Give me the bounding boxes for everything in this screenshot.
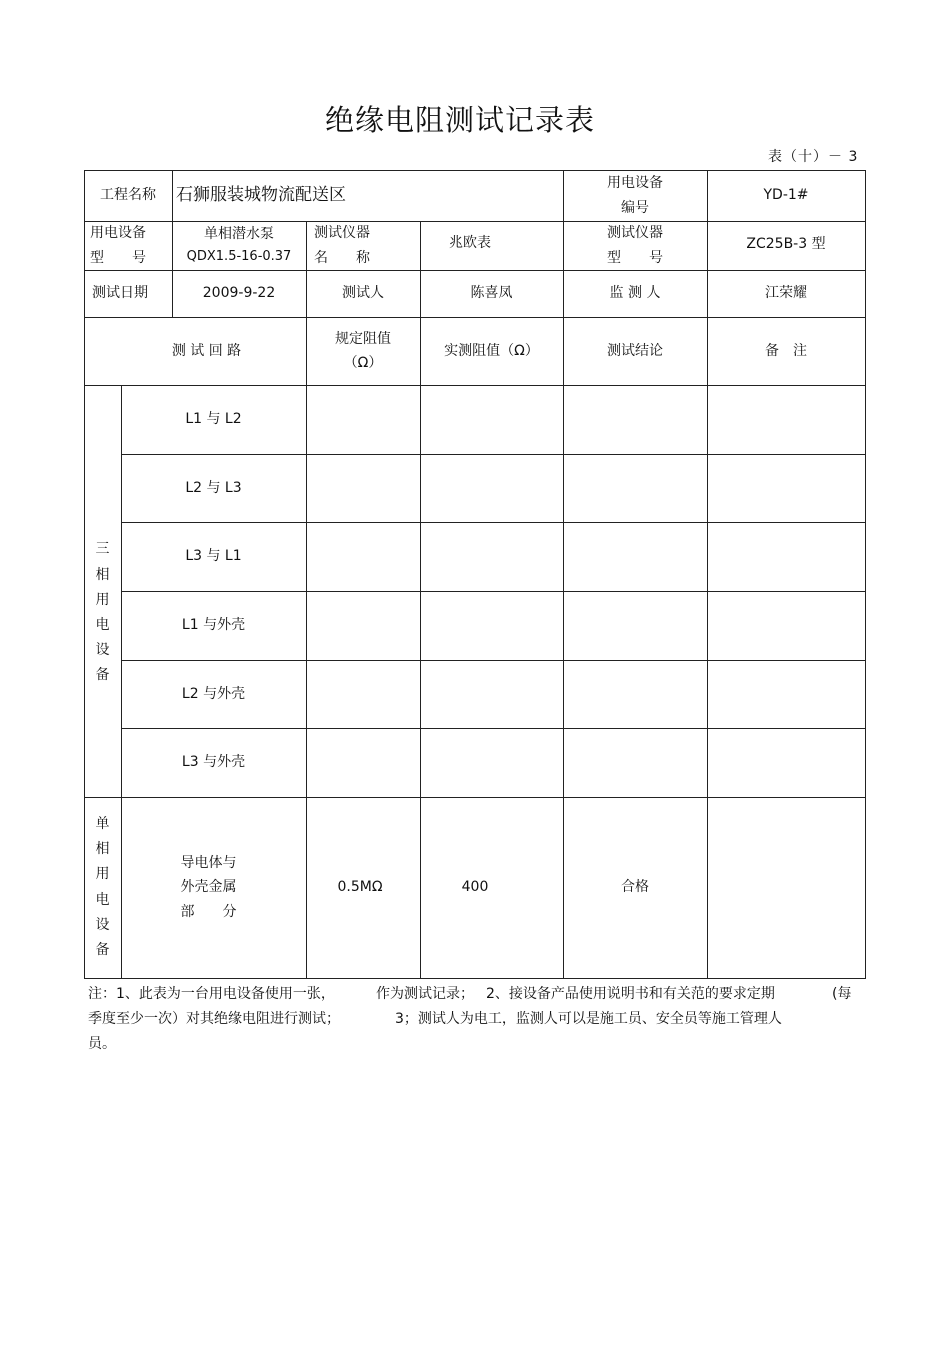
- spec-cell: [306, 454, 420, 522]
- group-label-char: 设: [95, 642, 110, 659]
- tester-name-text: 陈喜凤: [470, 285, 513, 302]
- instrument-name-label-line1: 测试仪器: [314, 225, 370, 241]
- measured-cell: [420, 660, 563, 728]
- spec-cell: [306, 728, 420, 797]
- monitor-name-text: 江荣耀: [765, 285, 807, 302]
- instrument-name-label-line2: 名 称: [314, 249, 370, 266]
- table-number: 表（十）－ 3: [768, 149, 859, 165]
- measured-cell: [420, 522, 563, 591]
- monitor-value: [707, 270, 865, 317]
- single-phase-group-label: [84, 797, 121, 978]
- measured-cell: [420, 797, 530, 978]
- circuit-cell: [121, 522, 306, 591]
- footnote-line: [88, 982, 863, 1007]
- footnote: [88, 982, 863, 1057]
- remark-cell: [707, 454, 865, 522]
- conclusion-cell: [563, 797, 707, 978]
- measured-cell: [420, 728, 563, 797]
- circuit-cell: [121, 728, 306, 797]
- three-phase-group-label: [84, 538, 121, 688]
- equipment-model-label-line1: 用电设备: [90, 225, 146, 241]
- column-header-spec: [306, 317, 420, 385]
- measured-cell: [420, 385, 563, 454]
- equipment-model-value-line2: QDX1.5-16-0.37: [186, 249, 292, 265]
- circuit-text: L3 与外壳: [181, 754, 246, 771]
- project-name-text: 石狮服装城物流配送区: [176, 184, 346, 205]
- circuit-text: L1 与 L2: [185, 411, 242, 428]
- spec-cell: [306, 660, 420, 728]
- tester-value: [420, 270, 563, 317]
- circuit-text: L1 与外壳: [181, 617, 246, 634]
- conclusion-cell: [563, 385, 707, 454]
- circuit-cell: [121, 591, 306, 660]
- test-date-text: 2009-9-22: [202, 285, 276, 302]
- monitor-label: [563, 270, 707, 317]
- conclusion-cell: [563, 660, 707, 728]
- instrument-model-label-line1: 测试仪器: [607, 225, 663, 241]
- record-table: [84, 170, 866, 979]
- group-label-char: 电: [95, 617, 110, 633]
- footnote-text: 作为测试记录；: [376, 986, 474, 1002]
- tester-label-text: 测试人: [342, 285, 384, 302]
- circuit-cell: [121, 797, 296, 978]
- group-label-char: 相: [95, 841, 110, 858]
- spec-cell: [306, 522, 420, 591]
- spec-cell: [306, 591, 420, 660]
- tester-label: [306, 270, 420, 317]
- footnote-text: 员。: [88, 1036, 116, 1052]
- group-label-char: 相: [95, 566, 110, 583]
- remark-cell: [707, 797, 865, 978]
- conclusion-cell: [563, 522, 707, 591]
- spec-text: 0.5MΩ: [337, 879, 383, 896]
- circuit-text: L3 与 L1: [185, 548, 242, 565]
- remark-cell: [707, 522, 865, 591]
- group-label-char: 用: [95, 866, 110, 883]
- footnote-line: [88, 1007, 863, 1032]
- group-label-char: 备: [95, 941, 110, 958]
- project-name-label: [84, 170, 172, 221]
- equipment-number-label-line1: 用电设备: [607, 175, 663, 191]
- equipment-number-value: [707, 170, 865, 221]
- footnote-text: 注：1、此表为一台用电设备使用一张，: [88, 986, 335, 1002]
- column-header-remark-text: 备 注: [765, 342, 807, 359]
- test-date-value: [172, 270, 306, 317]
- footnote-text: 季度至少一次）对其绝缘电阻进行测试；: [88, 1011, 340, 1027]
- column-header-remark: [707, 317, 865, 385]
- equipment-model-value: [172, 221, 306, 270]
- group-label-char: 单: [95, 815, 110, 832]
- group-label-char: 设: [95, 916, 110, 933]
- footnote-line: [88, 1032, 863, 1057]
- equipment-number-text: YD-1#: [763, 187, 809, 204]
- conclusion-cell: [563, 454, 707, 522]
- group-label-char: 备: [95, 667, 110, 684]
- column-header-measured: [420, 317, 563, 385]
- equipment-number-label-line2: 编号: [621, 199, 649, 216]
- test-date-label-text: 测试日期: [92, 285, 148, 302]
- equipment-model-value-line1: 单相潜水泵: [204, 225, 274, 242]
- measured-cell: [420, 591, 563, 660]
- spec-cell: [306, 385, 420, 454]
- equipment-model-label: [90, 221, 170, 270]
- circuit-cell: [121, 454, 306, 522]
- footnote-text: (每: [832, 986, 852, 1002]
- table-border-bottom: [84, 978, 866, 979]
- spec-cell: [306, 797, 414, 978]
- project-name-label-text: 工程名称: [100, 187, 156, 204]
- circuit-text-line3: 部 分: [180, 903, 237, 920]
- circuit-cell: [121, 385, 306, 454]
- group-label-char: 三: [95, 541, 110, 558]
- conclusion-cell: [563, 591, 707, 660]
- column-header-spec-line2: （Ω）: [343, 355, 383, 371]
- measured-text: 400: [461, 879, 489, 896]
- remark-cell: [707, 591, 865, 660]
- equipment-number-label: [563, 170, 707, 221]
- instrument-name-text: 兆欧表: [449, 235, 491, 252]
- project-name-value: [176, 170, 563, 221]
- instrument-model-label: [563, 221, 707, 270]
- test-date-label: [84, 270, 156, 317]
- column-header-spec-line1: 规定阻值: [335, 330, 391, 347]
- instrument-model-label-line2: 型 号: [607, 249, 663, 266]
- circuit-cell: [121, 660, 306, 728]
- footnote-text: 2、接设备产品使用说明书和有关范的要求定期: [486, 986, 775, 1002]
- equipment-model-label-line2: 型 号: [90, 249, 146, 266]
- column-header-conclusion: [563, 317, 707, 385]
- column-header-circuit: [84, 317, 329, 385]
- remark-cell: [707, 385, 865, 454]
- column-header-circuit-text: 测 试 回 路: [171, 342, 242, 359]
- group-label-char: 用: [95, 591, 110, 608]
- instrument-name-label: [314, 221, 420, 270]
- circuit-text: L2 与 L3: [185, 479, 242, 496]
- conclusion-text: 合格: [621, 879, 649, 896]
- footnote-text: 3；测试人为电工，监测人可以是施工员、安全员等施工管理人: [395, 1011, 782, 1027]
- group-label-char: 电: [95, 891, 110, 908]
- instrument-name-value: [420, 221, 520, 266]
- conclusion-cell: [563, 728, 707, 797]
- measured-cell: [420, 454, 563, 522]
- table-border-right: [865, 170, 866, 979]
- column-header-measured-text: 实测阻值（Ω）: [444, 342, 539, 359]
- page-title: 绝缘电阻测试记录表: [324, 103, 595, 137]
- column-header-conclusion-text: 测试结论: [607, 342, 663, 359]
- instrument-model-text: ZC25B-3 型: [746, 236, 826, 253]
- remark-cell: [707, 728, 865, 797]
- monitor-label-text: 监 测 人: [609, 285, 661, 302]
- circuit-text-line2: 外壳金属: [180, 879, 237, 896]
- circuit-text: L2 与外壳: [181, 685, 246, 702]
- instrument-model-value: [707, 221, 865, 268]
- circuit-text-line1: 导电体与: [180, 854, 237, 871]
- remark-cell: [707, 660, 865, 728]
